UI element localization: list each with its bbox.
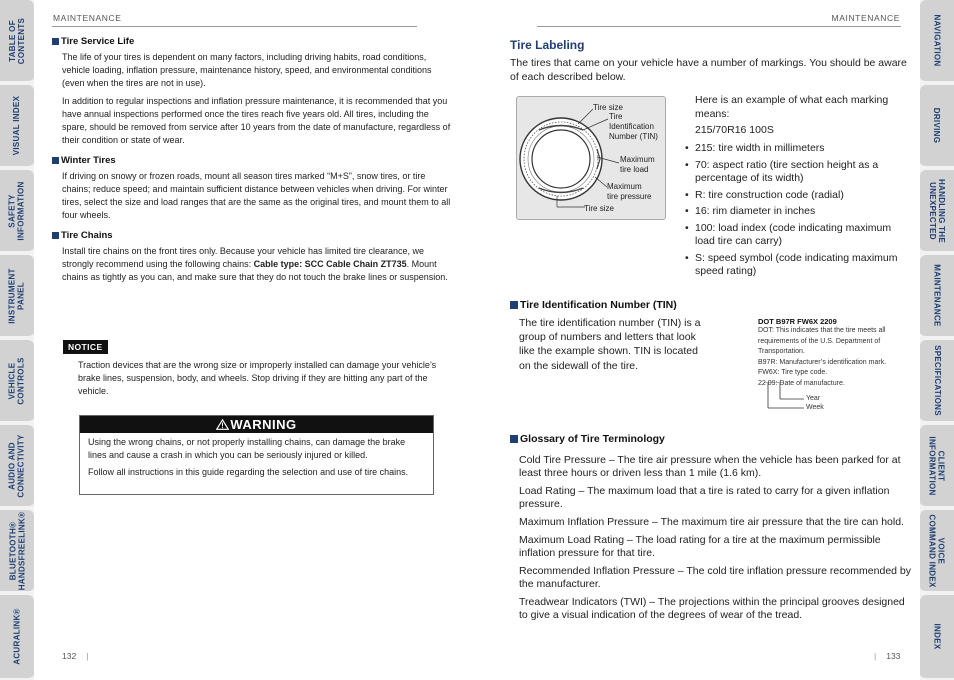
glossary-entry: Maximum Inflation Pressure – The maximum tire air pressure that the tire can hold. bbox=[519, 516, 904, 529]
dot-line: 22 09: Date of manufacture. bbox=[758, 379, 845, 387]
left-header-rule bbox=[52, 26, 417, 27]
warning-label: WARNING bbox=[230, 417, 297, 432]
warning-triangle-icon bbox=[216, 419, 229, 430]
tab-safety-information[interactable]: SAFETY INFORMATION bbox=[0, 170, 34, 253]
list-item: • 70: aspect ratio (tire section height as a percentage of its width) bbox=[685, 159, 910, 186]
tab-driving[interactable]: DRIVING bbox=[920, 85, 954, 168]
tab-index[interactable]: INDEX bbox=[920, 595, 954, 680]
left-page-number: 132 | bbox=[62, 651, 89, 661]
dot-line: B97R: Manufacturer’s identification mark. bbox=[758, 358, 887, 366]
tab-voice-command-index[interactable]: VOICE COMMAND INDEX bbox=[920, 510, 954, 593]
list-item: • R: tire construction code (radial) bbox=[685, 189, 910, 203]
intro-paragraph: The tires that came on your vehicle have a number of markings. You should be aware of each described below. bbox=[510, 57, 907, 83]
chain-type-emphasis: Cable type: SCC Cable Chain ZT735 bbox=[253, 259, 407, 269]
right-page-number: | 133 bbox=[874, 651, 901, 661]
tab-audio-and-connectivity[interactable]: AUDIO AND CONNECTIVITY bbox=[0, 425, 34, 508]
tab-navigation[interactable]: NAVIGATION bbox=[920, 0, 954, 83]
tab-visual-index[interactable]: VISUAL INDEX bbox=[0, 85, 34, 168]
notice-label: NOTICE bbox=[63, 340, 108, 354]
section-heading: Tire Chains bbox=[61, 230, 113, 241]
tin-paragraph: The tire identification number (TIN) is a group of numbers and letters that look like the example shown. TIN is located on the sidewall of the tire. bbox=[519, 317, 701, 372]
glossary-entry: Treadwear Indicators (TWI) – The projections within the principal grooves designed to give a visual indication of the degrees of wear of the tread. bbox=[519, 596, 905, 622]
tab-bluetooth-handsfreelink[interactable]: BLUETOOTH® HANDSFREELINK® bbox=[0, 510, 34, 593]
right-chapter-tabs bbox=[920, 0, 954, 680]
list-item: • 100: load index (code indicating maximum load tire can carry) bbox=[685, 222, 910, 249]
glossary-entry: Recommended Inflation Pressure – The cold tire inflation pressure recommended by the manufacturer. bbox=[519, 565, 912, 591]
section-winter-tires bbox=[52, 155, 452, 222]
paragraph: If driving on snowy or frozen roads, mount all season tires marked “M+S”, snow tires, or tire chains; reduce speed; and maintain sufficient distance between vehicles when driving. For winter tires, select the size and load ranges that are the same as the original tires, and mount them to all four wheels. bbox=[62, 171, 451, 220]
dot-code: DOT B97R FW6X 2209 bbox=[758, 317, 837, 326]
tab-table-of-contents[interactable]: TABLE OF CONTENTS bbox=[0, 0, 34, 83]
tab-acuralink[interactable]: ACURALINK® bbox=[0, 595, 34, 680]
tab-handling-the-unexpected[interactable]: HANDLING THE UNEXPECTED bbox=[920, 170, 954, 253]
left-page-content bbox=[52, 36, 452, 289]
list-item: • 215: tire width in millimeters bbox=[685, 142, 910, 156]
section-tire-chains bbox=[52, 230, 452, 284]
warning-box bbox=[79, 415, 434, 495]
example-tire-code: 215/70R16 100S bbox=[695, 124, 774, 136]
label-tin: Tire Identification Number (TIN) bbox=[609, 112, 658, 141]
dot-line: FW6X: Tire type code. bbox=[758, 369, 828, 376]
right-header-rule bbox=[537, 26, 901, 27]
list-item: • S: speed symbol (code indicating maximum speed rating) bbox=[685, 252, 910, 279]
section-glossary-heading: Glossary of Tire Terminology bbox=[510, 433, 665, 445]
section-bullet-icon bbox=[52, 157, 59, 164]
label-tire-size-top: Tire size bbox=[593, 103, 623, 112]
paragraph: In addition to regular inspections and inflation pressure maintenance, it is recommended that you have annual inspections performed once the tires reach five years old. All tires, including the spare, should be removed from service after 10 years from the date of manufacture, regardless of their condition or state of wear. bbox=[62, 96, 451, 145]
paragraph: The life of your tires is dependent on many factors, including driving habits, road conditions, vehicle loading, inflation pressure, maintenance history, speed, and environmental conditions (even when the tires are not in use). bbox=[62, 52, 432, 88]
example-intro: Here is an example of what each marking means: bbox=[695, 94, 889, 120]
example-list bbox=[685, 142, 910, 282]
list-item: • 16: rim diameter in inches bbox=[685, 205, 910, 219]
section-tin-heading: Tire Identification Number (TIN) bbox=[510, 299, 677, 311]
section-tire-service-life bbox=[52, 36, 452, 147]
page-title: Tire Labeling bbox=[510, 38, 585, 52]
tab-maintenance[interactable]: MAINTENANCE bbox=[920, 255, 954, 338]
tab-specifications[interactable]: SPECIFICATIONS bbox=[920, 340, 954, 423]
notice-text: Traction devices that are the wrong size or improperly installed can damage your vehicle’s brake lines, suspension, body, and wheels. Stop driving if they are hitting any part of the vehicle. bbox=[78, 360, 437, 396]
dot-code-explainer bbox=[758, 317, 908, 389]
tab-vehicle-controls[interactable]: VEHICLE CONTROLS bbox=[0, 340, 34, 423]
warning-header bbox=[80, 416, 433, 433]
glossary-list bbox=[519, 454, 911, 627]
glossary-entry: Load Rating – The maximum load that a tire is rated to carry for a given inflation pressure. bbox=[519, 485, 890, 511]
dot-line: DOT: This indicates that the tire meets all requirements of the U.S. Department of Transportation. bbox=[758, 327, 886, 355]
year-week-bracket bbox=[760, 382, 810, 416]
right-page-header: MAINTENANCE bbox=[831, 13, 900, 23]
section-bullet-icon bbox=[52, 38, 59, 45]
warning-paragraph: Using the wrong chains, or not properly installing chains, can damage the brake lines and cause a crash in which you can be seriously injured or killed. bbox=[88, 437, 406, 460]
tab-instrument-panel[interactable]: INSTRUMENT PANEL bbox=[0, 255, 34, 338]
tab-client-information[interactable]: CLIENT INFORMATION bbox=[920, 425, 954, 508]
glossary-entry: Maximum Load Rating – The load rating for a tire at the maximum permissible inflation pressure for that tire. bbox=[519, 533, 881, 560]
section-bullet-icon bbox=[510, 301, 518, 309]
warning-paragraph: Follow all instructions in this guide regarding the selection and use of tire chains. bbox=[88, 467, 409, 477]
week-label: Week bbox=[806, 404, 824, 411]
section-heading: Winter Tires bbox=[61, 155, 116, 166]
section-bullet-icon bbox=[510, 435, 518, 443]
label-max-tire-pressure: Maximum tire pressure bbox=[607, 182, 652, 201]
section-heading: Tire Service Life bbox=[61, 36, 135, 47]
left-chapter-tabs bbox=[0, 0, 34, 680]
paragraph: Install tire chains on the front tires only. Because your vehicle has limited tire clearance, we strongly recommend using the following chains: Cable type: SCC Cable Chain ZT735. Mount chains as tightly as you can, and make sure that they do not touch the brake lines or suspension. bbox=[62, 246, 448, 282]
glossary-entry: Cold Tire Pressure – The tire air pressure when the vehicle has been parked for at least three hours or driven less than 1 mile (1.6 km). bbox=[519, 454, 901, 480]
section-bullet-icon bbox=[52, 232, 59, 239]
year-label: Year bbox=[806, 395, 821, 402]
label-max-tire-load: Maximum tire load bbox=[620, 155, 655, 174]
tire-sidewall-diagram bbox=[516, 96, 666, 220]
left-page-header: MAINTENANCE bbox=[53, 13, 122, 23]
label-tire-size-bottom: Tire size bbox=[584, 204, 614, 213]
